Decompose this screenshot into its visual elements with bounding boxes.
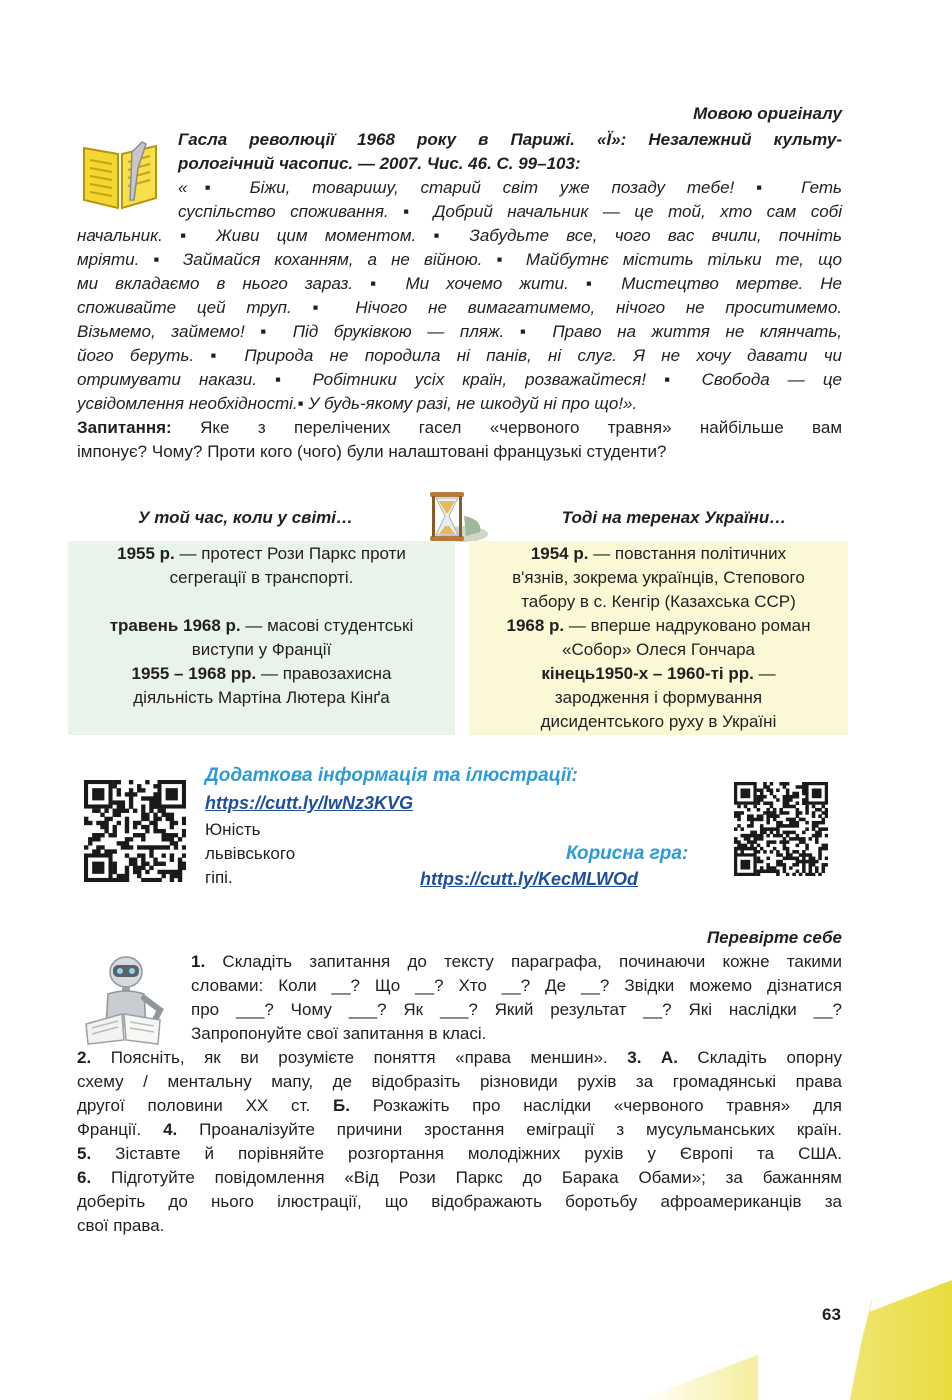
timeline-text: табору в с. Кенгір (Казахська ССР)	[521, 592, 796, 611]
page-number: 63	[822, 1305, 841, 1324]
timeline-left-list	[68, 542, 455, 710]
extra-caption-line-2: львівського	[205, 844, 296, 863]
timeline-right-list	[469, 542, 848, 734]
extra-info-link[interactable]: https://cutt.ly/lwNz3KVG	[205, 793, 414, 813]
extra-caption-line-1: Юність	[205, 820, 261, 839]
timeline-date: кінець1950-х – 1960-ті рр.	[541, 664, 754, 683]
source-title-line-2: рологічний часопис. — 2007. Чис. 46. С. 99–103:	[178, 154, 581, 173]
qr-code-icon[interactable]	[84, 780, 186, 882]
timeline-date: 1955 р.	[117, 544, 175, 563]
quote-line-6: споживайте цей труп. ▪ Нічого не вимагатимемо, нічого не проситимемо.	[77, 298, 842, 317]
question-1-line-2: словами: Коли __? Що __? Хто __? Де __? Звідки можемо дізнатися	[191, 976, 842, 995]
quote-line-2: суспільство споживання. ▪ Добрий начальник — це той, хто сам собі	[178, 202, 842, 221]
selfcheck-line-6	[77, 1142, 842, 1166]
timeline-text: «Собор» Олеся Гончара	[562, 640, 755, 659]
selfcheck-line-8: доберіть до нього ілюстрації, що відображають боротьбу афроамериканців за	[77, 1192, 842, 1211]
quote-line-3: начальник. ▪ Живи цим моментом. ▪ Забудьте все, чого вас вчили, почніть	[77, 226, 842, 245]
timeline-date: 1955 – 1968 рр.	[131, 664, 257, 683]
question-text: Підготуйте повідомлення «Від Рози Паркс до Барака Обами»; за бажанням	[91, 1168, 842, 1187]
question-line-2: імпонує? Чому? Проти кого (чого) були налаштовані французькі студенти?	[77, 442, 667, 461]
question-text: Франції.	[77, 1120, 164, 1139]
question-text: Проаналізуйте причини зростання еміграції з мусульманських країн.	[177, 1120, 843, 1139]
timeline-text: дисидентського руху в Україні	[540, 712, 777, 731]
qr-code-icon[interactable]	[734, 782, 828, 876]
question-number: 2.	[77, 1048, 92, 1067]
question-number: 5.	[77, 1144, 92, 1163]
game-link[interactable]: https://cutt.ly/KecMLWOd	[420, 869, 638, 889]
question-text: Розкажіть про наслідки «червоного травня» для	[349, 1096, 842, 1115]
timeline-text: в'язнів, зокрема українців, Степового	[512, 568, 805, 587]
robot-reading-icon	[80, 950, 176, 1046]
question-text: Зіставте й порівняйте розгортання молодіжних рухів у Європі та США.	[91, 1144, 842, 1163]
question-number: 4.	[163, 1120, 178, 1139]
timeline-right-item-2	[469, 614, 848, 638]
question-text: другої половини ХХ ст.	[77, 1096, 333, 1115]
selfcheck-line-7	[77, 1166, 842, 1190]
question-1-line-3: про ___? Чому ___? Як ___? Який результат __? Які наслідки __?	[191, 1000, 842, 1019]
timeline-text: — масові студентські	[240, 616, 414, 635]
open-book-icon	[80, 138, 160, 212]
timeline-left-item-2	[68, 614, 455, 638]
timeline-left-header: У той час, коли у світі…	[137, 508, 354, 527]
question-number: 3. А.	[627, 1048, 678, 1067]
selfcheck-line-2	[77, 1046, 842, 1070]
source-title-line-1: Гасла революції 1968 року в Парижі. «Ї»: Незалежний культу-	[178, 130, 842, 149]
quote-line-1: «▪ Біжи, товаришу, старий світ уже позаду тебе! ▪ Геть	[178, 178, 842, 197]
game-heading: Корисна гра:	[566, 843, 689, 864]
question-text: Складіть запитання до тексту параграфа, починаючи кожне такими	[205, 952, 842, 971]
timeline-date: травень 1968 р.	[109, 616, 241, 635]
timeline-date: 1954 р.	[530, 544, 589, 563]
question-1-line-1	[191, 950, 842, 974]
timeline-right-item-1	[469, 542, 848, 566]
selfcheck-line-9: свої права.	[77, 1216, 165, 1235]
quote-line-8: його беруть. ▪ Природа не породила ні панів, ні слуг. Я не хочу давати чи	[77, 346, 842, 365]
quote-line-7: Візьмемо, займемо! ▪ Під бруківкою — пляж. ▪ Право на життя не клянчать,	[77, 322, 842, 341]
hourglass-icon	[420, 488, 490, 546]
timeline-right-item-3	[469, 662, 848, 686]
timeline-date: 1968 р.	[506, 616, 565, 635]
timeline-text: — правозахисна	[256, 664, 392, 683]
timeline-left-item-1	[68, 542, 455, 566]
question-number: 6.	[77, 1168, 92, 1187]
question-number: 1.	[191, 952, 206, 971]
quote-line-4: мріяти. ▪ Займайся коханням, а не війною. ▪ Майбутнє містить тільки те, що	[77, 250, 842, 269]
question-number: Б.	[333, 1096, 350, 1115]
quote-line-5: ми вкладаємо в нього зараз. ▪ Ми хочемо жити. ▪ Мистецтво мертве. Не	[77, 274, 842, 293]
selfcheck-line-5	[77, 1118, 842, 1142]
selfcheck-line-4	[77, 1094, 842, 1118]
timeline-text: — протест Рози Паркс проти	[174, 544, 406, 563]
timeline-left-item-3	[68, 662, 455, 686]
selfcheck-line-3: схему / ментальну мапу, де відобразіть різновиди рухів за громадянські права	[77, 1072, 842, 1091]
timeline-text: — повстання політичних	[588, 544, 787, 563]
question-label: Запитання:	[77, 418, 172, 437]
extra-caption-line-3: гіпі.	[205, 868, 233, 887]
question-text: Складіть опорну	[677, 1048, 843, 1067]
quote-line-10: усвідомлення необхідності.▪ У будь-якому разі, не шкодуй ні про що!».	[77, 394, 638, 413]
timeline-text: виступи у Франції	[191, 640, 332, 659]
question-line-1	[77, 416, 842, 440]
timeline-text: — вперше надруковано роман	[564, 616, 811, 635]
extra-info-heading: Додаткова інформація та ілюстрації:	[205, 765, 578, 786]
timeline-right-header: Тоді на теренах України…	[561, 508, 787, 527]
timeline-text: зародження і формування	[554, 688, 763, 707]
timeline-text: діяльність Мартіна Лютера Кінґа	[133, 688, 390, 707]
timeline-text: —	[753, 664, 776, 683]
timeline-text: сегрегації в транспорті.	[169, 568, 354, 587]
source-heading: Мовою оригіналу	[693, 104, 842, 123]
question-text: Поясніть, як ви розумієте поняття «права меншин».	[91, 1048, 628, 1067]
quote-line-9: отримувати накази. ▪ Робітники усіх країн, розважайтеся! ▪ Свобода — це	[77, 370, 842, 389]
selfcheck-heading: Перевірте себе	[706, 928, 842, 947]
question-text-1: Яке з перелічених гасел «червоного травня» найбільше вам	[171, 418, 842, 437]
question-1-line-4: Запропонуйте свої запитання в класі.	[191, 1024, 487, 1043]
